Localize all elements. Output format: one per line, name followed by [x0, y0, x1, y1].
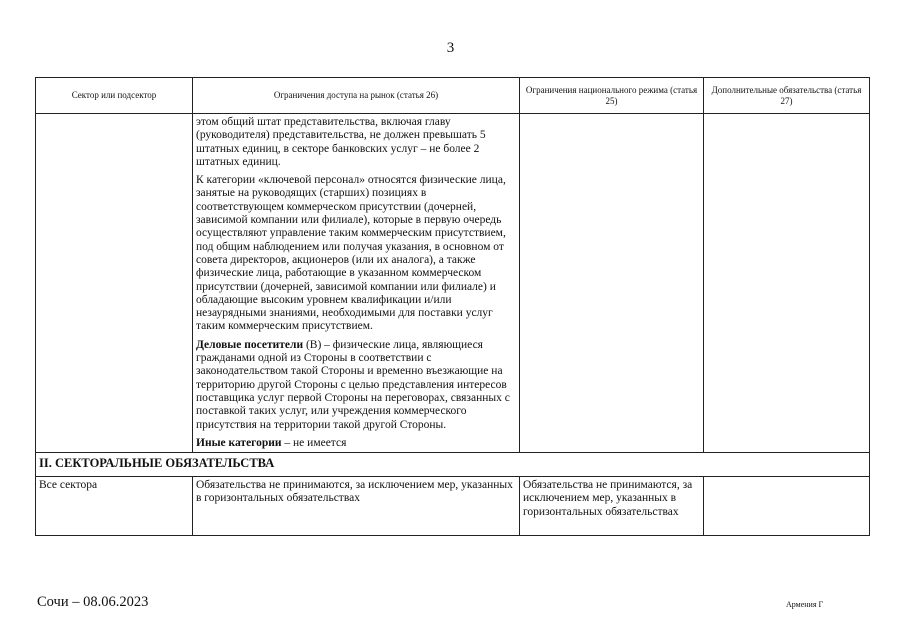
- page-number: 3: [446, 40, 455, 56]
- table-row: [36, 114, 870, 453]
- section-header-row: [36, 453, 870, 477]
- sector-cell-empty: [36, 114, 193, 453]
- other-categories-definition: – не имеется: [281, 436, 347, 449]
- business-visitors-definition: (B) – физические лица, являющиеся гражданами одной из Стороны в соответствии с законодательством такой Стороны и временно въезжающие на территорию другой Стороны с целью представления интересов поставщика услуг первой Стороны на переговорах, связанных с поставкой таких услуг, или учреждения коммерческого присутствия на территории такой другой Стороны.: [196, 338, 510, 431]
- term-business-visitors: Деловые посетители: [196, 338, 304, 351]
- header-additional-commitments: Дополнительные обязательства (статья 27): [704, 78, 870, 114]
- all-sectors-additional-cell: [704, 477, 870, 536]
- footer-place-date: Сочи – 08.06.2023: [37, 594, 149, 610]
- paragraph-other-categories: [196, 437, 516, 450]
- table-row: [36, 477, 870, 536]
- market-access-continuation-cell: [193, 114, 520, 453]
- commitments-table: [35, 77, 870, 536]
- all-sectors-national-treatment-cell: Обязательства не принимаются, за исключением мер, указанных в горизонтальных обязательствах: [520, 477, 704, 536]
- term-other-categories: Иные категории: [196, 436, 282, 449]
- all-sectors-cell: Все сектора: [36, 477, 193, 536]
- paragraph-business-visitors: [196, 339, 516, 432]
- additional-cell-empty: [704, 114, 870, 453]
- header-national-treatment: Ограничения национального режима (статья 25): [520, 78, 704, 114]
- paragraph-staff-limit: этом общий штат представительства, включая главу (руководителя) представительства, не должен превышать 5 штатных единиц, в секторе банковских услуг – не более 2 штатных единиц.: [196, 116, 486, 168]
- all-sectors-market-access-cell: Обязательства не принимаются, за исключением мер, указанных в горизонтальных обязательствах: [193, 477, 520, 536]
- header-market-access: Ограничения доступа на рынок (статья 26): [193, 78, 520, 114]
- paragraph-key-personnel: К категории «ключевой персонал» относятся физические лица, занятые на руководящих (старших) позициях в соответствующем коммерческом присутствии (дочерней, зависимой компании или филиале), которые в первую очередь осуществляют управление таким коммерческим присутствием, под общим наблюдением или получая указания, в основном от совета директоров, акционеров (или их аналога), а также физические лица, работающие в указанном коммерческом присутствии (дочерней, зависимой компании или филиале) и обладающие высоким уровнем квалификации и/или незаурядными знаниями, необходимыми для поставки услуг таким коммерческим присутствием.: [196, 174, 506, 333]
- national-treatment-cell-empty: [520, 114, 704, 453]
- table-header-row: [36, 78, 870, 114]
- section-title: II. СЕКТОРАЛЬНЫЕ ОБЯЗАТЕЛЬСТВА: [36, 453, 870, 477]
- header-sector: Сектор или подсектор: [36, 78, 193, 114]
- footer-country-mark: Армения Г: [786, 600, 824, 609]
